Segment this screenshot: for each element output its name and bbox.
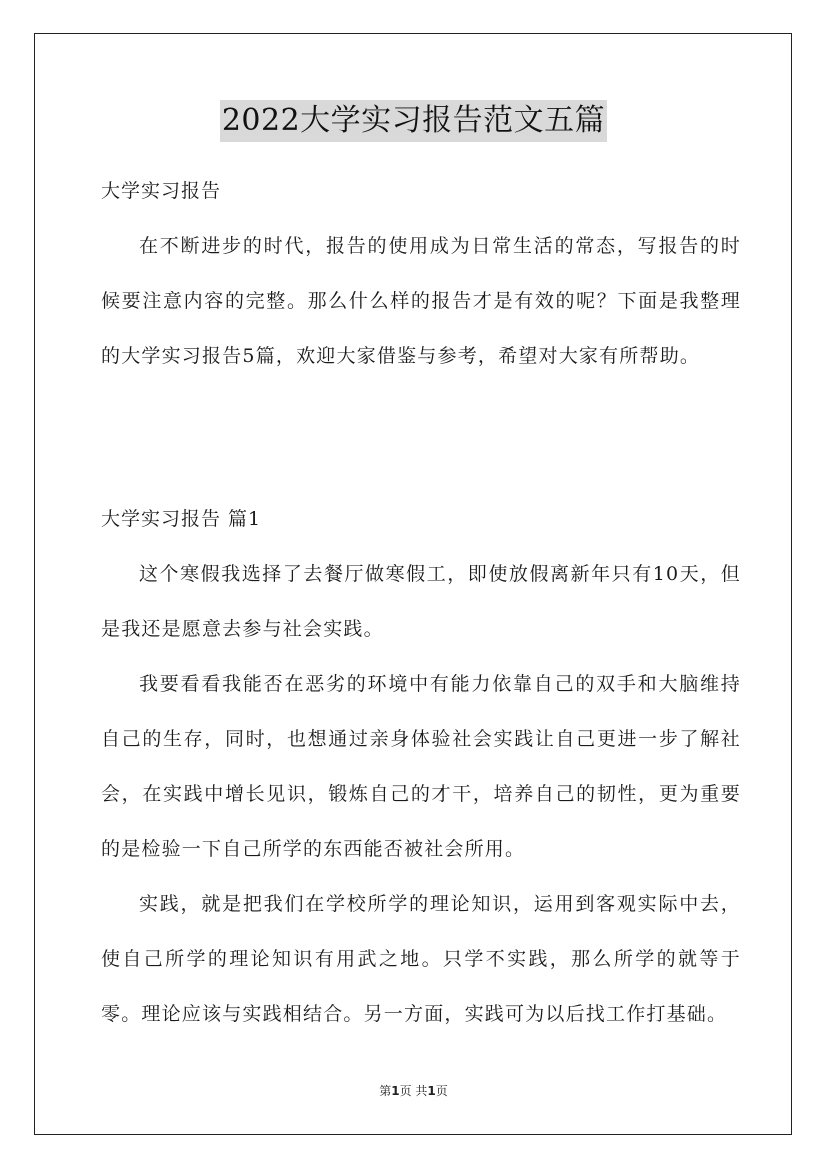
intro-heading: 大学实习报告 <box>101 180 222 202</box>
footer-page-suffix: 页 <box>435 1084 448 1098</box>
section-1 <box>101 492 741 1042</box>
intro-paragraph: 在不断进步的时代，报告的使用成为日常生活的常态，写报告的时候要注意内容的完整。那么什么样的报告才是有效的呢？下面是我整理的大学实习报告5篇，欢迎大家借鉴与参考，希望对大家有所帮助。 <box>101 235 741 367</box>
footer-page-prefix: 第 <box>379 1084 392 1098</box>
page-footer <box>0 1082 827 1099</box>
intro-section <box>101 164 741 384</box>
document-title: 2022大学实习报告范文五篇 <box>220 100 607 142</box>
section-1-paragraph: 实践，就是把我们在学校所学的理论知识，运用到客观实际中去，使自己所学的理论知识有用武之地。只学不实践，那么所学的就等于零。理论应该与实践相结合。另一方面，实践可为以后找工作打基础。 <box>101 893 741 1025</box>
footer-page-total: 1 <box>427 1084 436 1098</box>
footer-page-mid: 页 共 <box>399 1084 428 1098</box>
footer-page-current: 1 <box>391 1084 400 1098</box>
title-container <box>0 100 827 142</box>
section-1-paragraph: 这个寒假我选择了去餐厅做寒假工，即使放假离新年只有10天，但是我还是愿意去参与社会实践。 <box>101 563 741 640</box>
section-1-heading: 大学实习报告 篇1 <box>101 508 262 530</box>
section-1-paragraph: 我要看看我能否在恶劣的环境中有能力依靠自己的双手和大脑维持自己的生存，同时，也想通过亲身体验社会实践让自己更进一步了解社会，在实践中增长见识，锻炼自己的才干，培养自己的韧性，更为重要的是检验一下自己所学的东西能否被社会所用。 <box>101 673 741 860</box>
